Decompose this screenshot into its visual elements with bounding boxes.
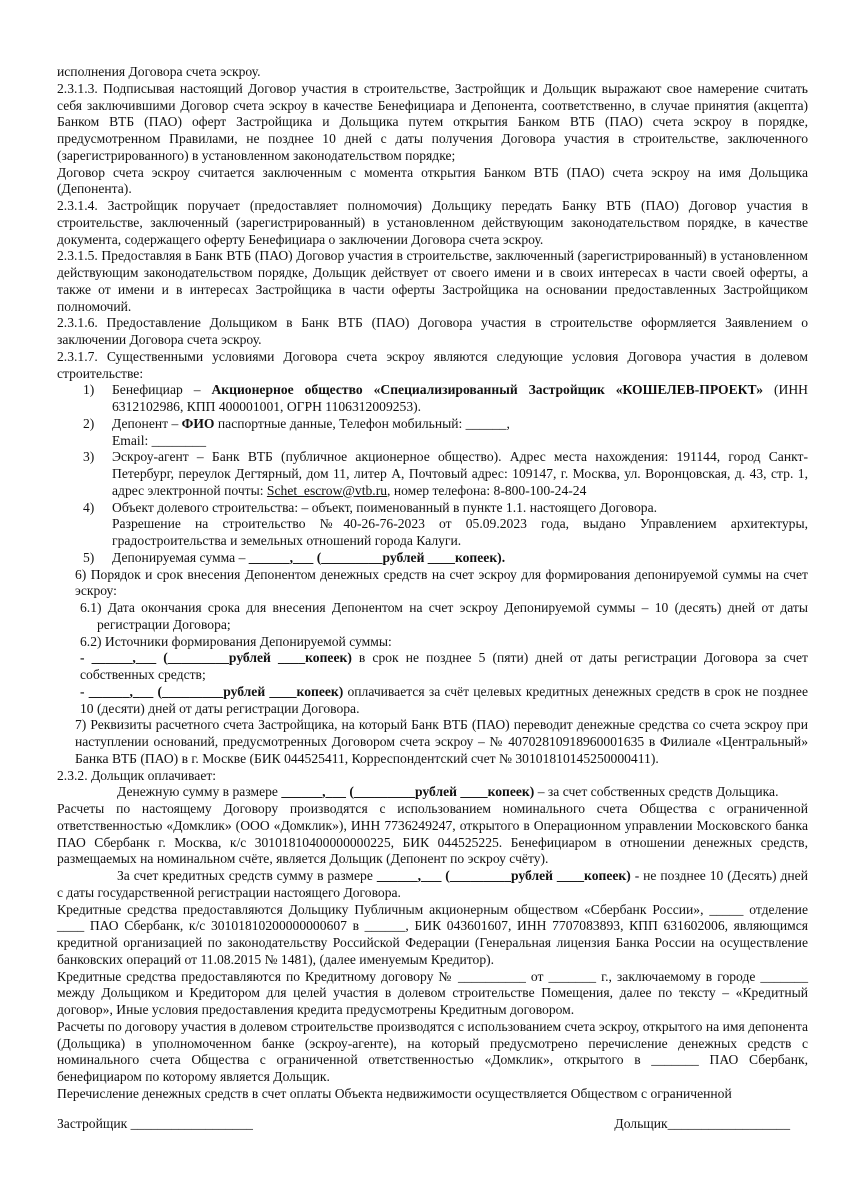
text-segment: - не позднее 10 (Десять) дней с даты государственной регистрации настоящего Договора. — [57, 868, 808, 900]
paragraph — [57, 382, 808, 416]
paragraph — [57, 801, 808, 868]
bold-text: ФИО — [181, 415, 215, 431]
signature-block — [57, 1116, 790, 1132]
text-segment: , номер телефона: 8-800-100-24-24 — [387, 482, 587, 498]
paragraph — [57, 248, 808, 315]
text-segment: (ИНН 6312102986, КПП 400001001, ОГРН 1106312009253). — [112, 382, 808, 414]
text-segment: исполнения Договора счета эскроу. — [57, 64, 261, 79]
bold-text: - ______,___ (_________рублей ____копеек) — [80, 650, 352, 666]
paragraph — [57, 449, 808, 499]
bold-text: ______,___ (_________рублей ____копеек). — [248, 549, 506, 565]
text-segment: Кредитные средства предоставляются по Кредитному договору № __________ от _______ г., заключаемому в городе _______ между Дольщиком и Кредитором для целей участия в долевом строительстве Помещения, далее по тексту – «Кредитный договор», Иные условия предоставления кредита предусмотрены Кредитным договором. — [57, 968, 808, 1017]
paragraph — [57, 416, 808, 433]
paragraph — [57, 717, 808, 767]
text-segment: Расчеты по настоящему Договору производятся с использованием номинального счета Общества с ограниченной ответственностью «Домклик» (ООО «Домклик»), ИНН 7736249247, открытого в Операционном управлении Московского банка ПАО Сбербанк г. Москва, к/с 30101810400000000225, БИК 044525225. Бенефициаром в отношении денежных средств, размещаемых на номинальном счёте, является Дольщик (Депонент по эскроу счёту). — [57, 801, 808, 867]
text-segment: Email: ________ — [112, 432, 207, 448]
paragraph — [57, 600, 808, 634]
email-link[interactable]: Schet_escrow@vtb.ru — [266, 482, 388, 498]
paragraph — [57, 516, 808, 550]
list-number: 1) — [83, 382, 95, 398]
text-segment: 2.3.1.4. Застройщик поручает (предоставляет полномочия) Дольщику передать Банку ВТБ (ПАО) Договор участия в строительстве, заключенный (зарегистрированный) в установленном действующим законодательством порядке, в качестве документа, содержащего оферту Бенефициара о заключении Договора счета эскроу. — [57, 198, 808, 247]
bold-text: ______,___ (_________рублей ____копеек) — [281, 784, 535, 800]
text-segment: Денежную сумму в размере — [117, 784, 282, 800]
paragraph — [57, 1086, 808, 1103]
text-segment: 2.3.1.3. Подписывая настоящий Договор участия в строительстве, Застройщик и Дольщик выражают свое намерение считать себя заключившими Договор счета эскроу в качестве Бенефициара и Депонента, соответственно, в случае принятия (акцепта) Банком ВТБ (ПАО) оферт Застройщика и Дольщика путем открытия Банком ВТБ (ПАО) счета эскроу в порядке, предусмотренном Правилами, не позднее 10 дней с даты получения Договора участия в строительстве, заключенного (зарегистрированного) в установленном законодательством порядке; — [57, 80, 808, 163]
bold-text: - ______,___ (_________рублей ____копеек) — [80, 683, 344, 699]
paragraph — [57, 433, 808, 450]
paragraph — [57, 969, 808, 1019]
text-segment: 2.3.1.7. Существенными условиями Договора счета эскроу являются следующие условия Договора участия в долевом строительстве: — [57, 348, 808, 381]
text-segment: 2.3.2. Дольщик оплачивает: — [57, 767, 217, 783]
paragraph — [57, 567, 808, 601]
paragraph — [57, 349, 808, 383]
text-segment: Объект долевого строительства: – объект, поименованный в пункте 1.1. настоящего Договора. — [112, 499, 658, 515]
list-number: 2) — [83, 415, 95, 431]
text-segment: Разрешение на строительство №40-26-76-2023 от 05.09.2023 года, выдано Управлением архитектуры, градостроительства и земельных отношений города Калуги. — [112, 516, 808, 548]
list-number: 4) — [83, 499, 95, 515]
paragraph — [57, 81, 808, 165]
paragraph — [57, 550, 808, 567]
paragraph — [57, 315, 808, 349]
text-segment: 2.3.1.5. Предоставляя в Банк ВТБ (ПАО) Договор участия в строительстве, заключенный (зарегистрированный) в установленном действующим законодательством порядке, Дольщик действует от своего имени и в своих интересах в части своей оферты, а также от имени и в интересах Застройщика в части оферты Застройщика на основании предоставленных Застройщиком полномочий. — [57, 248, 808, 314]
text-segment: Депонируемая сумма – — [112, 549, 249, 565]
list-number: 5) — [83, 549, 95, 565]
text-segment: Депонент – — [112, 415, 182, 431]
bold-text: Акционерное общество «Специализированный Застройщик «КОШЕЛЕВ-ПРОЕКТ» — [211, 382, 764, 398]
text-segment: За счет кредитных средств сумму в размере — [117, 868, 377, 883]
text-segment: в срок не позднее 5 (пяти) дней от даты регистрации Договора за счет собственных средств; — [80, 650, 808, 682]
document-body — [57, 64, 808, 1103]
paragraph — [57, 165, 808, 199]
paragraph — [57, 198, 808, 248]
paragraph — [57, 64, 808, 81]
text-segment: Бенефициар – — [112, 382, 212, 398]
text-segment: – за счет собственных средств Дольщика. — [534, 784, 779, 800]
text-segment: Эскроу-агент – Банк ВТБ (публичное акционерное общество). Адрес места нахождения: 191144, город Санкт-Петербург, переулок Дегтярный, дом 11, литер А, Почтовый адрес: 109147, г. Москва, ул. Воронцовская, д. 43, стр. 1, адрес электронной почты: — [112, 449, 808, 498]
text-segment: 2.3.1.6. Предоставление Дольщиком в Банк ВТБ (ПАО) Договора участия в строительстве оформляется Заявлением о заключении Договора счета эскроу. — [57, 315, 808, 347]
text-segment: оплачивается за счёт целевых кредитных денежных средств в срок не позднее 10 (десяти) дней от даты регистрации Договора. — [80, 683, 808, 716]
text-segment: 6.1) Дата окончания срока для внесения Депонентом на счет эскроу Депонируемой суммы – 10 (десять) дней от даты регистрации Договора; — [80, 600, 808, 632]
text-segment: 6) Порядок и срок внесения Депонентом денежных средств на счет эскроу для формирования депонируемой суммы на счет эскроу: — [75, 566, 808, 599]
paragraph — [57, 684, 808, 718]
paragraph — [57, 902, 808, 969]
shareholder-signature-line: Дольщик__________________ — [614, 1116, 790, 1131]
paragraph — [57, 500, 808, 517]
text-segment: Перечисление денежных средств в счет оплаты Объекта недвижимости осуществляется Обществом с ограниченной — [57, 1085, 732, 1101]
paragraph — [57, 634, 808, 651]
paragraph — [57, 768, 808, 785]
developer-signature-line: Застройщик __________________ — [57, 1116, 253, 1131]
paragraph — [57, 1019, 808, 1086]
paragraph — [57, 868, 808, 902]
text-segment: Кредитные средства предоставляются Дольщику Публичным акционерным обществом «Сбербанк России», _____ отделение ____ ПАО Сбербанк, к/с 30101810200000000607 в ______, БИК 043601607, ИНН 7707083893, КПП 631602006, являющимся кредитной организацией по законодательству Российской Федерации (Генеральная лицензия Банка России на осуществление банковских операций от 11.08.2015 № 1481), (далее именуемым Кредитор). — [57, 901, 808, 967]
text-segment: Расчеты по договору участия в долевом строительстве производятся с использованием счета эскроу, открытого на имя депонента (Дольщика) в уполномоченном банке (эскроу-агенте), на который предусмотрено перечисление денежных средств с номинального счета Общества с ограниченной ответственностью «Домклик», открытого в _______ ПАО Сбербанк, бенефициаром по которому является Дольщик. — [57, 1018, 808, 1084]
text-segment: Договор счета эскроу считается заключенным с момента открытия Банком ВТБ (ПАО) счета эскроу на имя Дольщика (Депонента). — [57, 164, 808, 197]
text-segment: 6.2) Источники формирования Депонируемой суммы: — [80, 633, 392, 649]
paragraph — [57, 784, 808, 801]
bold-text: ______,___ (_________рублей ____копеек) — [376, 868, 631, 883]
text-segment: 7) Реквизиты расчетного счета Застройщика, на который Банк ВТБ (ПАО) переводит денежные средства со счета эскроу при наступлении оснований, предусмотренных Договором счета эскроу – № 40702810918960001635 в Филиале «Центральный» Банка ВТБ (ПАО) в г. Москве (БИК 044525411, Корреспондентский счет № 30101810145250000411). — [75, 717, 808, 766]
text-segment: паспортные данные, Телефон мобильный: ______, — [214, 415, 510, 431]
paragraph — [57, 650, 808, 684]
list-number: 3) — [83, 449, 95, 465]
